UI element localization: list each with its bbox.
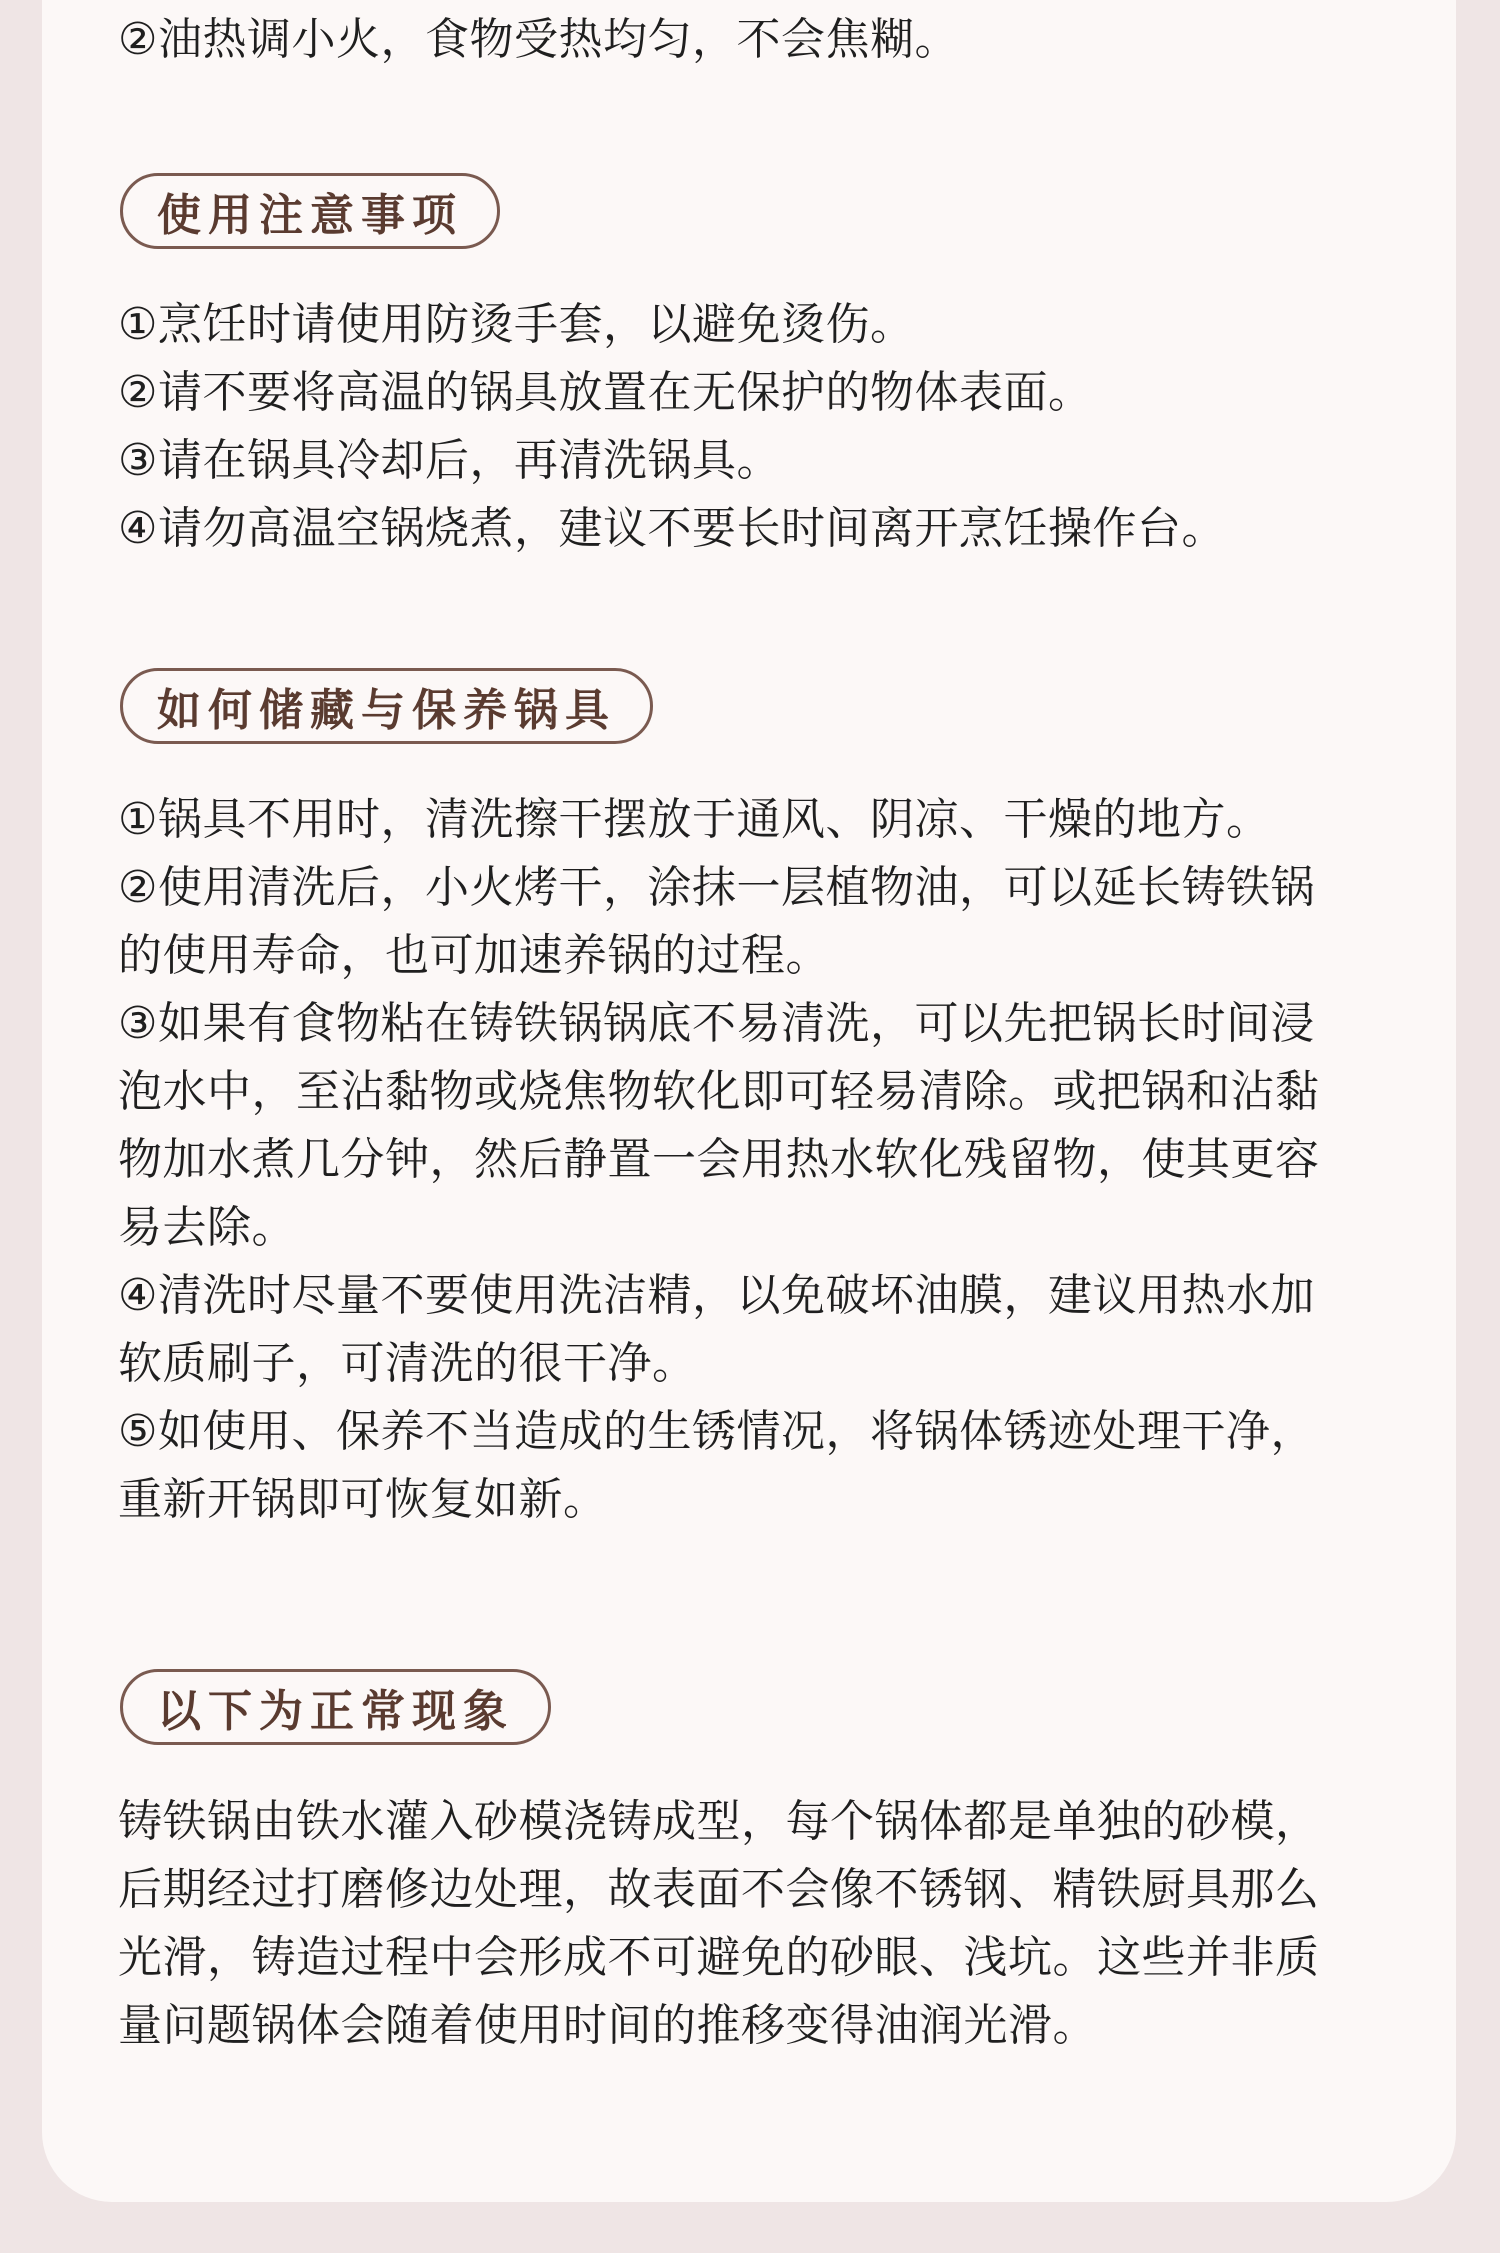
care-line-7: 易去除。 — [118, 1202, 296, 1253]
care-line-6: 物加水煮几分钟，然后静置一会用热水软化残留物，使其更容 — [118, 1134, 1320, 1185]
care-line-9: 软质刷子，可清洗的很干净。 — [118, 1338, 697, 1389]
care-line-8: ④清洗时尽量不要使用洗洁精，以免破坏油膜，建议用热水加 — [118, 1270, 1315, 1321]
phenomena-line-2: 后期经过打磨修边处理，故表面不会像不锈钢、精铁厨具那么 — [118, 1864, 1320, 1915]
care-line-2: ②使用清洗后，小火烤干，涂抹一层植物油，可以延长铸铁锅 — [118, 862, 1315, 913]
phenomena-line-1: 铸铁锅由铁水灌入砂模浇铸成型，每个锅体都是单独的砂模， — [118, 1796, 1320, 1847]
section-title-storage-care: 如何储藏与保养锅具 — [120, 668, 653, 744]
care-line-4: ③如果有食物粘在铸铁锅锅底不易清洗，可以先把锅长时间浸 — [118, 998, 1315, 1049]
phenomena-line-3: 光滑，铸造过程中会形成不可避免的砂眼、浅坑。这些并非质 — [118, 1932, 1320, 1983]
usage-note-1: ①烹饪时请使用防烫手套，以避免烫伤。 — [118, 299, 915, 350]
intro-line: ②油热调小火，食物受热均匀，不会焦糊。 — [118, 14, 959, 65]
section-title-normal-phenomena: 以下为正常现象 — [120, 1669, 551, 1745]
care-line-1: ①锅具不用时，清洗擦干摆放于通风、阴凉、干燥的地方。 — [118, 794, 1271, 845]
care-line-11: 重新开锅即可恢复如新。 — [118, 1474, 608, 1525]
section-title-usage-notes: 使用注意事项 — [120, 173, 500, 249]
usage-note-3: ③请在锅具冷却后，再清洗锅具。 — [118, 435, 781, 486]
care-line-5: 泡水中，至沾黏物或烧焦物软化即可轻易清除。或把锅和沾黏 — [118, 1066, 1320, 1117]
usage-note-2: ②请不要将高温的锅具放置在无保护的物体表面。 — [118, 367, 1093, 418]
care-line-3: 的使用寿命，也可加速养锅的过程。 — [118, 930, 830, 981]
usage-note-4: ④请勿高温空锅烧煮，建议不要长时间离开烹饪操作台。 — [118, 503, 1226, 554]
phenomena-line-4: 量问题锅体会随着使用时间的推移变得油润光滑。 — [118, 2000, 1097, 2051]
care-line-10: ⑤如使用、保养不当造成的生锈情况，将锅体锈迹处理干净， — [118, 1406, 1315, 1457]
